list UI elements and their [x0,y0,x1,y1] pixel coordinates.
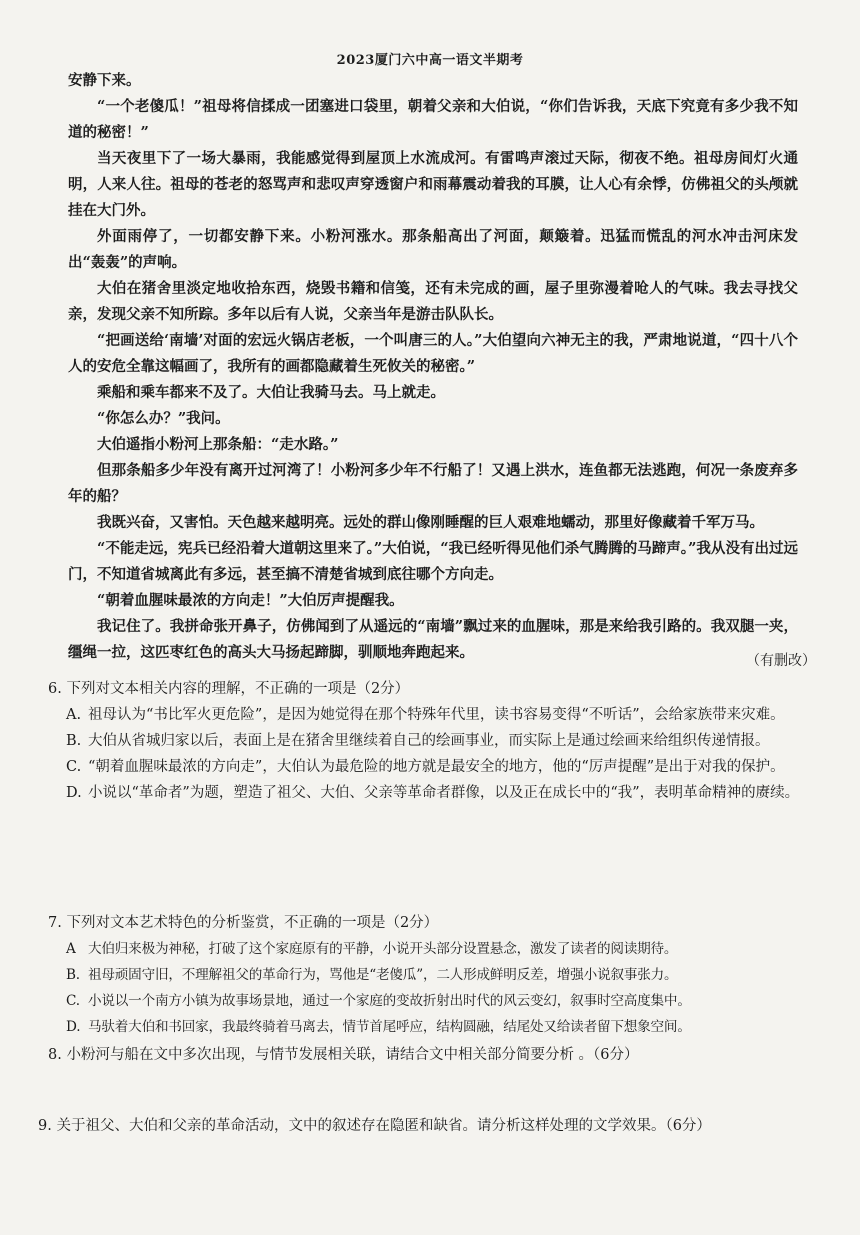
option-c [48,754,808,780]
story-paragraph: 我记住了。我拼命张开鼻子，仿佛闻到了从遥远的“南墙”飘过来的血腥味，那是来给我引路的。我双腿一夹，缰绳一拉，这匹枣红色的高头大马扬起蹄脚，驯顺地奔跑起来。 [68,618,798,661]
option-label: D. [66,1019,81,1035]
option-b [48,962,808,988]
story-paragraph: “朝着血腥味最浓的方向走！”大伯厉声提醒我。 [97,592,404,609]
option-label: A. [66,707,82,723]
option-label: C. [66,993,80,1009]
option-text: “朝着血腥味最浓的方向走”，大伯认为最危险的地方就是最安全的地方，他的“厉声提醒”是出于对我的保护。 [88,759,785,775]
option-label: C. [66,759,82,775]
option-text: 大伯从省城归家以后，表面上是在猪舍里继续着自己的绘画事业，而实际上是通过绘画来给组织传递情报。 [88,733,770,749]
story-paragraph: 但那条船多少年没有离开过河湾了！小粉河多少年不行船了！又遇上洪水，连鱼都无法逃跑，何况一条废弃多年的船？ [68,462,798,505]
story-paragraph: 我既兴奋，又害怕。天色越来越明亮。远处的群山像刚睡醒的巨人艰难地蠕动，那里好像藏着千军万马。 [97,514,764,531]
question-title: 7. 下列对文本艺术特色的分析鉴赏，不正确的一项是（2分） [48,915,439,931]
option-text: 祖母顽固守旧，不理解祖父的革命行为，骂他是“老傻瓜”，二人形成鲜明反差，增强小说叙事张力。 [88,967,678,983]
option-text: 马驮着大伯和书回家，我最终骑着马离去，情节首尾呼应，结构圆融，结尾处又给读者留下想象空间。 [88,1019,691,1035]
option-text: 小说以一个南方小镇为故事场景地，通过一个家庭的变故折射出时代的风云变幻，叙事时空高度集中。 [88,993,691,1009]
question-7 [48,910,808,1040]
question-title: 8. 小粉河与船在文中多次出现，与情节发展相关联，请结合文中相关部分简要分析 。（6分） [48,1047,639,1063]
story-paragraph: “你怎么办？”我问。 [97,410,230,427]
option-text: 大伯归来极为神秘，打破了这个家庭原有的平静，小说开头部分设置悬念，激发了读者的阅读期待。 [88,941,678,957]
option-label: B. [66,733,82,749]
story-text [68,68,798,666]
question-title: 6. 下列对文本相关内容的理解，不正确的一项是（2分） [48,681,410,697]
option-text: 小说以“革命者”为题，塑造了祖父、大伯、父亲等革命者群像，以及正在成长中的“我”，表明革命精神的赓续。 [88,785,800,801]
source-note: （有删改） [746,653,816,669]
story-paragraph: 当天夜里下了一场大暴雨，我能感觉得到屋顶上水流成河。有雷鸣声滚过天际，彻夜不绝。祖母房间灯火通明，人来人往。祖母的苍老的怒骂声和悲叹声穿透窗户和雨幕震动着我的耳膜，让人心有余悸，仿佛祖父的头颅就挂在大门外。 [68,150,798,219]
option-label: D. [66,785,82,801]
story-paragraph: 外面雨停了，一切都安静下来。小粉河涨水。那条船高出了河面，颠簸着。迅猛而慌乱的河水冲击河床发出“轰轰”的声响。 [68,228,798,271]
question-title: 9. 关于祖父、大伯和父亲的革命活动，文中的叙述存在隐匿和缺省。请分析这样处理的文学效果。（6分） [38,1118,711,1134]
story-paragraph: “一个老傻瓜！”祖母将信揉成一团塞进口袋里，朝着父亲和大伯说，“你们告诉我，天底下究竟有多少我不知道的秘密！” [68,98,798,141]
option-b [48,728,808,754]
story-paragraph: 大伯在猪舍里淡定地收拾东西，烧毁书籍和信笺，还有未完成的画，屋子里弥漫着呛人的气味。我去寻找父亲，发现父亲不知所踪。多年以后有人说，父亲当年是游击队队长。 [68,280,798,323]
story-paragraph: 大伯遥指小粉河上那条船：“走水路。” [97,436,339,453]
story-paragraph: 安静下来。 [68,72,141,89]
question-9 [38,1113,818,1139]
option-d [48,1014,808,1040]
story-paragraph: 乘船和乘车都来不及了。大伯让我骑马去。马上就走。 [97,384,445,401]
question-6 [48,676,808,806]
option-a [48,936,808,962]
option-text: 祖母认为“书比军火更危险”，是因为她觉得在那个特殊年代里，读书容易变得“不听话”，会给家族带来灾难。 [88,707,785,723]
option-d [48,780,808,806]
option-label: A [66,941,76,957]
option-c [48,988,808,1014]
question-8 [48,1042,808,1068]
story-paragraph: “把画送给‘南墙’对面的宏远火锅店老板，一个叫唐三的人。”大伯望向六神无主的我，严肃地说道，“四十八个人的安危全靠这幅画了，我所有的画都隐藏着生死攸关的秘密。” [68,332,798,375]
page-header: 2023厦门六中高一语文半期考 [336,53,524,68]
option-label: B. [66,967,80,983]
option-a [48,702,808,728]
story-paragraph: “不能走远，宪兵已经沿着大道朝这里来了。”大伯说，“我已经听得见他们杀气腾腾的马蹄声。”我从没有出过远门，不知道省城离此有多远，甚至搞不清楚省城到底往哪个方向走。 [68,540,798,583]
